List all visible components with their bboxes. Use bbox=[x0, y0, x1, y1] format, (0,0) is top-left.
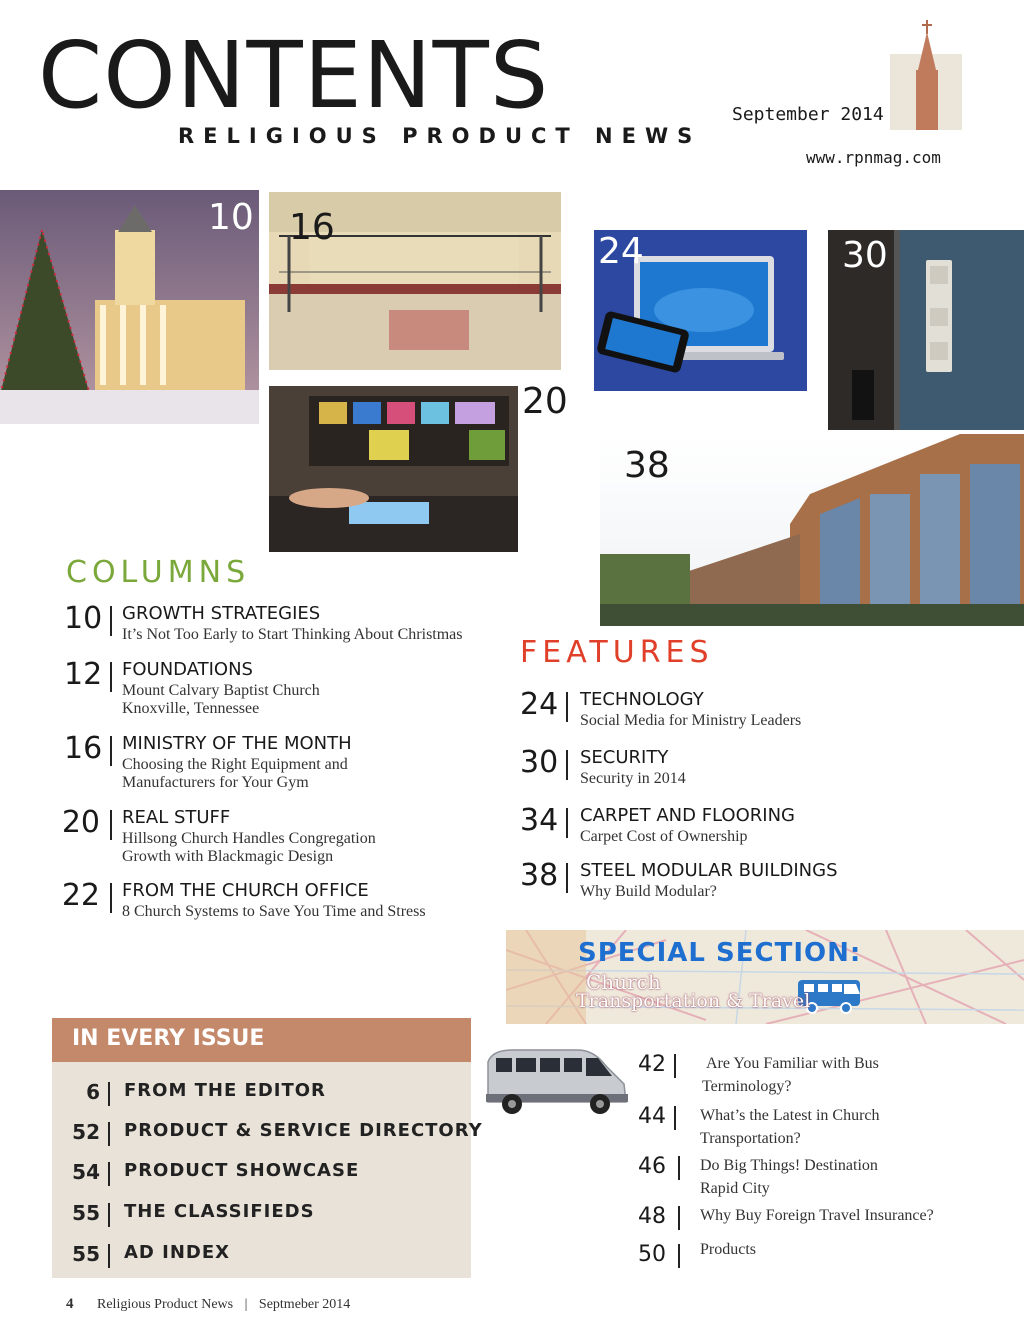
page-number: 34 bbox=[520, 803, 559, 838]
divider bbox=[674, 1054, 676, 1078]
entry-title: SECURITY bbox=[580, 747, 669, 768]
page-number: 52 bbox=[72, 1120, 100, 1144]
photo-page-number: 10 bbox=[208, 197, 254, 238]
divider bbox=[678, 1156, 680, 1180]
page-number: 48 bbox=[638, 1204, 666, 1229]
divider bbox=[110, 883, 112, 913]
page-number: 24 bbox=[520, 687, 559, 722]
entry-description: It’s Not Too Early to Start Thinking About Christmas bbox=[122, 626, 463, 643]
photo-page-number: 24 bbox=[598, 231, 644, 272]
entry-description: Social Media for Ministry Leaders bbox=[580, 712, 802, 729]
footer-date: Septmeber 2014 bbox=[258, 1297, 351, 1312]
photo-page-number: 20 bbox=[522, 381, 568, 422]
divider bbox=[108, 1082, 110, 1106]
entry-title: FOUNDATIONS bbox=[122, 659, 253, 680]
page-footer bbox=[66, 1296, 350, 1313]
entry-description: Hillsong Church Handles Congregation Growth with Blackmagic Design bbox=[122, 830, 376, 865]
page-number: 44 bbox=[638, 1104, 666, 1129]
page-number: 46 bbox=[638, 1154, 666, 1179]
divider bbox=[678, 1244, 680, 1268]
page-number: 22 bbox=[61, 878, 100, 913]
divider bbox=[108, 1244, 110, 1268]
entry-title: MINISTRY OF THE MONTH bbox=[122, 733, 352, 754]
every-issue-box bbox=[52, 1018, 483, 1278]
entry-title: CARPET AND FLOORING bbox=[580, 805, 795, 826]
divider bbox=[566, 692, 568, 722]
special-section-subtitle-2: Transportation & Travel bbox=[576, 990, 811, 1012]
issue-date: September 2014 bbox=[732, 104, 884, 125]
entry-description: Why Buy Foreign Travel Insurance? bbox=[700, 1207, 934, 1224]
photo-page-number: 38 bbox=[624, 445, 670, 486]
photo-gym[interactable] bbox=[269, 192, 561, 370]
page-number: 38 bbox=[520, 858, 559, 893]
entry-description: Why Build Modular? bbox=[580, 883, 717, 900]
entry-title: GROWTH STRATEGIES bbox=[122, 603, 321, 624]
divider bbox=[108, 1122, 110, 1146]
divider bbox=[110, 662, 112, 692]
divider bbox=[110, 810, 112, 840]
photo-christmas-church[interactable] bbox=[0, 190, 259, 424]
photo-control-room[interactable] bbox=[269, 386, 518, 552]
entry-title: THE CLASSIFIEDS bbox=[124, 1201, 315, 1222]
footer-separator: | bbox=[244, 1297, 248, 1312]
photo-page-number: 30 bbox=[842, 235, 888, 276]
entry-description: What’s the Latest in Church Transportation? bbox=[700, 1107, 880, 1147]
special-section-subtitle-1: Church bbox=[586, 970, 661, 994]
divider bbox=[566, 750, 568, 780]
entry-description: Choosing the Right Equipment and Manufacturers for Your Gym bbox=[122, 756, 348, 791]
photo-page-number: 16 bbox=[289, 207, 335, 248]
van-image bbox=[482, 1044, 632, 1116]
entry-description: Mount Calvary Baptist Church Knoxville, Tennessee bbox=[122, 682, 320, 717]
divider bbox=[108, 1203, 110, 1227]
divider bbox=[678, 1206, 680, 1230]
footer-page-number: 4 bbox=[66, 1296, 74, 1312]
page-number: 30 bbox=[520, 745, 559, 780]
page-number: 42 bbox=[638, 1052, 666, 1077]
entry-description: Do Big Things! Destination Rapid City bbox=[700, 1157, 878, 1197]
page-number: 6 bbox=[86, 1080, 100, 1104]
website-link[interactable]: www.rpnmag.com bbox=[806, 148, 941, 167]
divider bbox=[110, 736, 112, 766]
entry-title: FROM THE EDITOR bbox=[124, 1080, 326, 1101]
every-issue-header bbox=[52, 1018, 471, 1062]
entry-description: Products bbox=[700, 1241, 756, 1258]
page-number: 20 bbox=[61, 805, 100, 840]
magazine-name: RELIGIOUS PRODUCT NEWS bbox=[178, 124, 702, 148]
divider bbox=[674, 1106, 676, 1130]
page-title: CONTENTS bbox=[38, 22, 550, 129]
page-number: 55 bbox=[72, 1242, 100, 1266]
photo-security[interactable] bbox=[828, 230, 1024, 430]
features-heading: FEATURES bbox=[520, 635, 714, 670]
page-number: 55 bbox=[72, 1201, 100, 1225]
photo-twitter[interactable] bbox=[594, 230, 807, 391]
entry-description: Are You Familiar with Bus Terminology? bbox=[702, 1055, 879, 1095]
entry-title: TECHNOLOGY bbox=[580, 689, 704, 710]
page-number: 16 bbox=[64, 731, 103, 766]
entry-title: FROM THE CHURCH OFFICE bbox=[122, 880, 369, 901]
every-issue-heading: IN EVERY ISSUE bbox=[72, 1026, 265, 1051]
footer-publication: Religious Product News bbox=[97, 1297, 234, 1312]
special-section-banner[interactable] bbox=[506, 930, 1024, 1024]
columns-heading: COLUMNS bbox=[66, 555, 251, 590]
divider bbox=[110, 606, 112, 636]
entry-title: STEEL MODULAR BUILDINGS bbox=[580, 860, 838, 881]
entry-description: 8 Church Systems to Save You Time and Stress bbox=[122, 903, 426, 920]
divider bbox=[566, 808, 568, 838]
page-number: 12 bbox=[64, 657, 103, 692]
page-number: 10 bbox=[64, 601, 103, 636]
special-section-title: SPECIAL SECTION: bbox=[578, 938, 862, 968]
entry-title: REAL STUFF bbox=[122, 807, 231, 828]
entry-title: PRODUCT & SERVICE DIRECTORY bbox=[124, 1120, 483, 1141]
entry-title: AD INDEX bbox=[124, 1242, 231, 1263]
page-number: 54 bbox=[72, 1160, 100, 1184]
entry-description: Carpet Cost of Ownership bbox=[580, 828, 748, 845]
divider bbox=[108, 1162, 110, 1186]
entry-description: Security in 2014 bbox=[580, 770, 686, 787]
divider bbox=[566, 863, 568, 893]
entry-title: PRODUCT SHOWCASE bbox=[124, 1160, 360, 1181]
page-number: 50 bbox=[638, 1242, 666, 1267]
steeple-logo bbox=[890, 20, 962, 130]
